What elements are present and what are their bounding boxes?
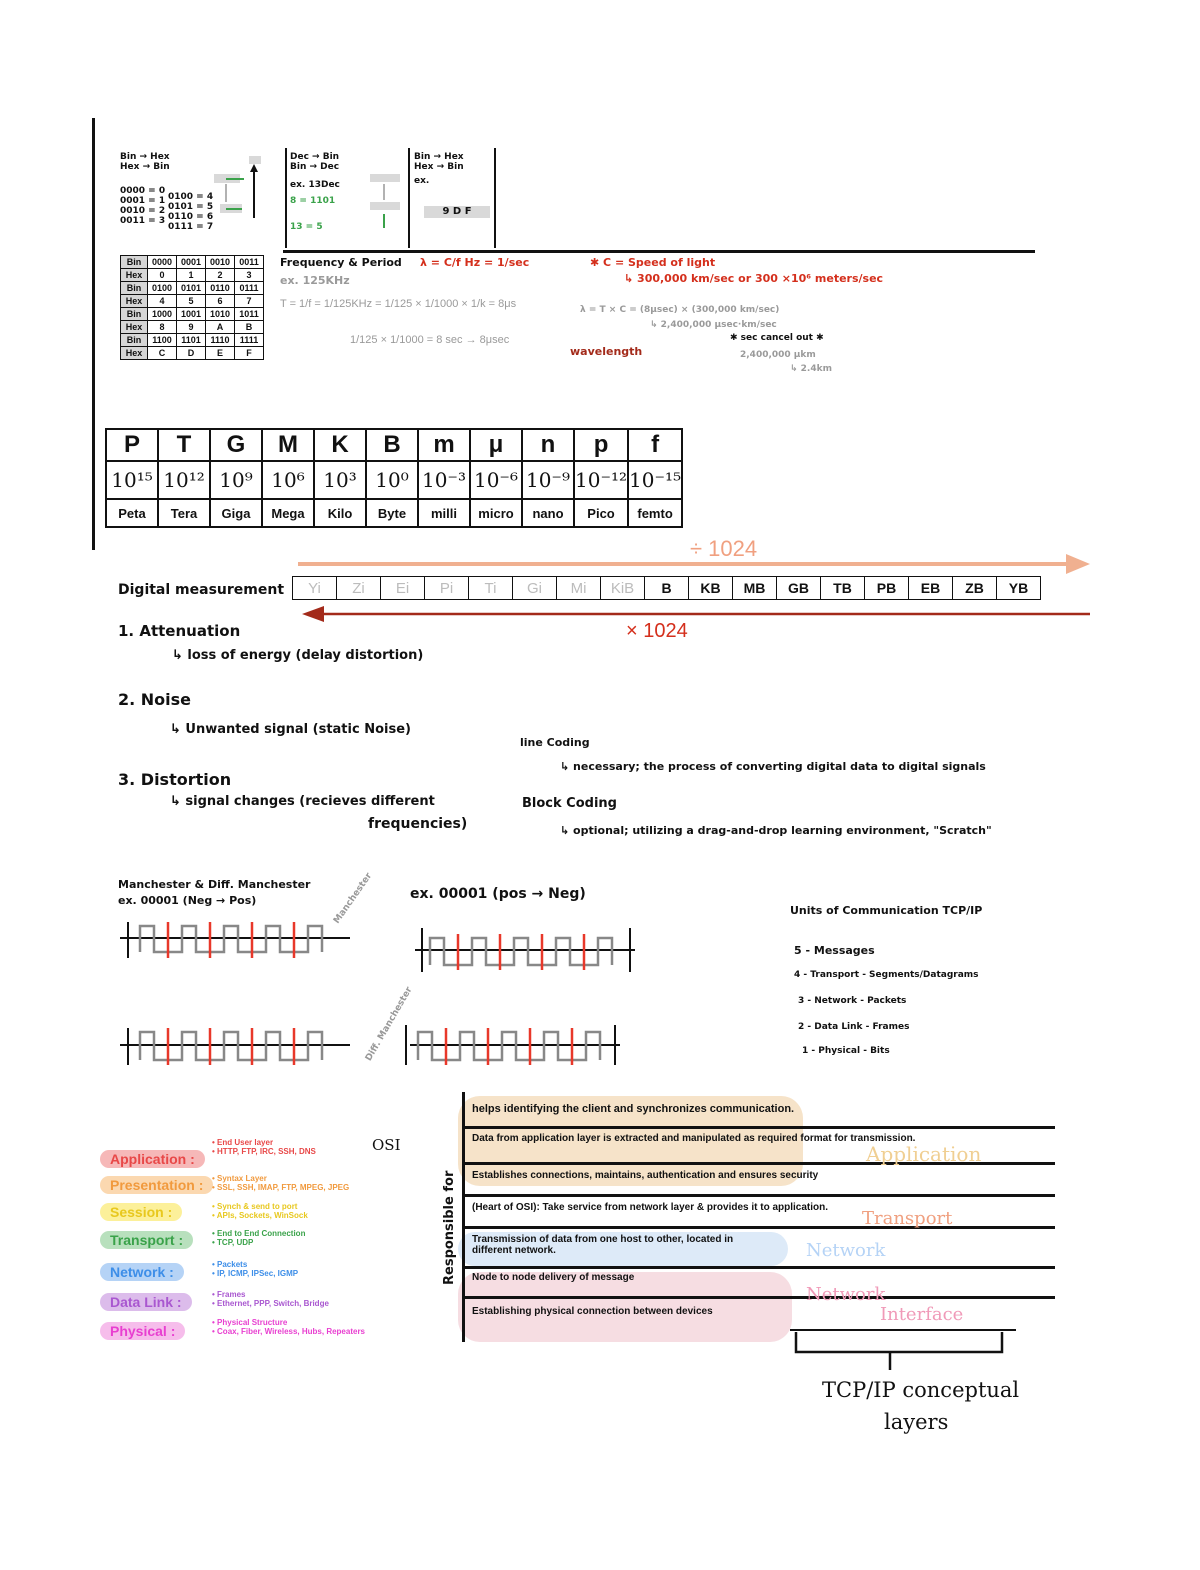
divider <box>494 148 496 248</box>
network-layer-label: Network <box>806 1240 886 1261</box>
application-layer-label: Application <box>866 1142 982 1166</box>
osi-note: • HTTP, FTP, IRC, SSH, DNS <box>212 1147 316 1156</box>
prefix-name: Byte <box>366 499 418 527</box>
line-coding-title: line Coding <box>520 736 590 749</box>
osi-note: • Physical Structure <box>212 1318 288 1327</box>
multiply-1024: × 1024 <box>626 620 688 642</box>
hex-cell: 0011 <box>235 256 264 269</box>
hex-cell: A <box>206 321 235 334</box>
digital-unit: Yi <box>293 577 337 600</box>
conv-hex-result: 9 D F <box>424 206 490 218</box>
prefix-symbol: K <box>314 429 366 461</box>
osi-note: • End to End Connection <box>212 1229 306 1238</box>
conv-row: 0110 = 6 <box>168 212 214 222</box>
hex-cell: F <box>235 347 264 360</box>
hex-cell: 1111 <box>235 334 264 347</box>
frequency-formula: T = 1/f = 1/125KHz = 1/125 × 1/1000 × 1/k = 8μs <box>280 298 517 310</box>
prefix-power: 10⁻⁶ <box>470 461 522 499</box>
tcpip-rule <box>462 1296 1055 1299</box>
tcpip-caption: layers <box>884 1410 949 1434</box>
conv-example: ex. <box>414 176 430 186</box>
prefix-symbol: T <box>158 429 210 461</box>
prefix-symbol: P <box>106 429 158 461</box>
osi-title: OSI <box>372 1136 401 1154</box>
bin-hex-table <box>120 255 264 360</box>
prefix-power: 10⁻¹⁵ <box>628 461 682 499</box>
digital-unit: Ti <box>469 577 513 600</box>
hex-cell: 0111 <box>235 282 264 295</box>
hex-cell: 5 <box>177 295 206 308</box>
hex-row-head: Hex <box>121 295 148 308</box>
tcpip-rule <box>462 1226 1055 1229</box>
digital-unit: GB <box>777 577 821 600</box>
frequency-example: ex. 125KHz <box>280 274 350 287</box>
prefix-power: 10⁶ <box>262 461 314 499</box>
digital-unit: Zi <box>337 577 381 600</box>
conv-label: Dec → Bin <box>290 152 340 162</box>
diff-manchester-tag: Diff. Manchester <box>364 985 415 1063</box>
hex-cell: 3 <box>235 269 264 282</box>
hex-row-head: Hex <box>121 347 148 360</box>
prefix-symbol: G <box>210 429 262 461</box>
hex-row-head: Bin <box>121 308 148 321</box>
hex-row-head: Bin <box>121 282 148 295</box>
hex-cell: 8 <box>148 321 177 334</box>
tcpip-row: Transmission of data from one host to other, located in different network. <box>472 1234 734 1256</box>
prefix-power: 10³ <box>314 461 366 499</box>
network-interface-label: Network <box>806 1284 886 1305</box>
tcpip-rule <box>462 1266 1055 1269</box>
impairment-title: 2. Noise <box>118 690 192 709</box>
digital-unit: YB <box>997 577 1041 600</box>
conversion-arrows <box>206 154 286 228</box>
prefix-symbol: p <box>574 429 628 461</box>
speed-formula: λ = C/f Hz = 1/sec <box>420 256 530 269</box>
osi-layer-data-link: Data Link : <box>100 1293 192 1311</box>
hex-row-head: Bin <box>121 256 148 269</box>
impairment-title: 1. Attenuation <box>118 622 241 640</box>
hex-cell: 0 <box>148 269 177 282</box>
tcpip-row: Establishes connections, maintains, authentication and ensures security <box>472 1170 819 1181</box>
lambda-calc: λ = T × C = (8μsec) × (300,000 km/sec) <box>580 305 780 315</box>
hex-cell: 9 <box>177 321 206 334</box>
hex-cell: 0100 <box>148 282 177 295</box>
divider <box>408 148 410 248</box>
impairment-desc: ↳ Unwanted signal (static Noise) <box>170 722 411 737</box>
unit-item: 5 - Messages <box>794 944 875 957</box>
prefix-name: nano <box>522 499 574 527</box>
conv-row: 0000 = 0 <box>120 186 166 196</box>
conv-row: 0011 = 3 <box>120 216 166 226</box>
conv-row: 0101 = 5 <box>168 202 214 212</box>
hex-row-head: Hex <box>121 321 148 334</box>
wavelength-label: wavelength <box>570 345 643 358</box>
prefix-name: femto <box>628 499 682 527</box>
conv-row: 0100 = 4 <box>168 192 214 202</box>
digital-unit: KiB <box>601 577 645 600</box>
tcpip-row: (Heart of OSI): Take service from network layer & provides it to application. <box>472 1202 829 1213</box>
prefix-name: micro <box>470 499 522 527</box>
prefix-name: milli <box>418 499 470 527</box>
manchester-tag: Manchester <box>332 871 375 926</box>
metric-prefix-table <box>105 428 683 528</box>
speed-value: ↳ 300,000 km/sec or 300 ×10⁶ meters/sec <box>624 272 884 285</box>
hex-cell: 0001 <box>177 256 206 269</box>
transport-layer-label: Transport <box>862 1208 953 1229</box>
digital-unit: Pi <box>425 577 469 600</box>
digital-unit: Ei <box>381 577 425 600</box>
impairment-title: 3. Distortion <box>118 770 232 789</box>
hex-cell: 1100 <box>148 334 177 347</box>
digital-unit: EB <box>909 577 953 600</box>
tcpip-row: Node to node delivery of message <box>472 1272 635 1283</box>
impairment-desc: ↳ signal changes (recieves different <box>170 794 435 809</box>
digital-unit: KB <box>689 577 733 600</box>
impairment-desc: frequencies) <box>368 816 468 832</box>
conv-example: 13 = 5 <box>290 222 323 232</box>
digital-unit: Gi <box>513 577 557 600</box>
hex-cell: D <box>177 347 206 360</box>
prefix-name: Peta <box>106 499 158 527</box>
hex-cell: 0000 <box>148 256 177 269</box>
tcpip-rule <box>462 1194 1055 1197</box>
hex-cell: 0101 <box>177 282 206 295</box>
digital-unit: ZB <box>953 577 997 600</box>
prefix-symbol: B <box>366 429 418 461</box>
prefix-power: 10¹⁵ <box>106 461 158 499</box>
hex-cell: B <box>235 321 264 334</box>
interface-layer-label: Interface <box>880 1304 964 1325</box>
osi-layer-presentation: Presentation : <box>100 1176 213 1194</box>
block-coding-desc: ↳ optional; utilizing a drag-and-drop learning environment, "Scratch" <box>560 824 992 837</box>
line-coding-desc: ↳ necessary; the process of converting digital data to digital signals <box>560 760 986 773</box>
prefix-name: Tera <box>158 499 210 527</box>
osi-layer-network: Network : <box>100 1263 184 1281</box>
digital-unit: TB <box>821 577 865 600</box>
prefix-power: 10⁹ <box>210 461 262 499</box>
tcpip-bracket <box>790 1326 1020 1372</box>
tcpip-row: helps identifying the client and synchronizes communication. <box>472 1103 795 1115</box>
conversion-notes <box>118 148 498 248</box>
hex-cell: 1 <box>177 269 206 282</box>
osi-note: • APIs, Sockets, WinSock <box>212 1211 308 1220</box>
prefix-symbol: f <box>628 429 682 461</box>
manchester-waveforms <box>110 910 650 1070</box>
osi-layer-application: Application : <box>100 1150 205 1168</box>
hex-cell: 1010 <box>206 308 235 321</box>
hex-cell: 1001 <box>177 308 206 321</box>
conv-label: Hex → Bin <box>120 162 170 172</box>
digital-unit: PB <box>865 577 909 600</box>
conv-row: 0001 = 1 <box>120 196 166 206</box>
hex-row-head: Bin <box>121 334 148 347</box>
hex-row-head: Hex <box>121 269 148 282</box>
osi-note: • Frames <box>212 1290 246 1299</box>
prefix-symbol: m <box>418 429 470 461</box>
prefix-power: 10⁰ <box>366 461 418 499</box>
prefix-symbol: n <box>522 429 574 461</box>
divide-1024: ÷ 1024 <box>690 536 758 561</box>
hex-cell: E <box>206 347 235 360</box>
conv-row: 0111 = 7 <box>168 222 214 232</box>
hex-cell: 0110 <box>206 282 235 295</box>
unit-item: 1 - Physical - Bits <box>802 1046 890 1056</box>
block-coding-title: Block Coding <box>522 796 617 811</box>
impairment-desc: ↳ loss of energy (delay distortion) <box>172 648 424 663</box>
prefix-symbol: M <box>262 429 314 461</box>
conv-example: 8 = 1101 <box>290 196 336 206</box>
conv-label: Bin → Hex <box>120 152 170 162</box>
unit-item: 4 - Transport - Segments/Datagrams <box>794 970 979 980</box>
digital-label: Digital measurement <box>118 582 285 598</box>
digital-unit: B <box>645 577 689 600</box>
prefix-name: Giga <box>210 499 262 527</box>
hex-cell: C <box>148 347 177 360</box>
tcpip-axis <box>462 1092 465 1342</box>
osi-layer-session: Session : <box>100 1203 182 1221</box>
hex-cell: 1101 <box>177 334 206 347</box>
osi-note: • Syntax Layer <box>212 1174 267 1183</box>
conv-row: 0010 = 2 <box>120 206 166 216</box>
unit-item: 3 - Network - Packets <box>798 996 907 1006</box>
prefix-symbol: μ <box>470 429 522 461</box>
tcpip-rule <box>462 1126 1055 1129</box>
hex-cell: 1011 <box>235 308 264 321</box>
osi-layer-physical: Physical : <box>100 1322 185 1340</box>
responsible-for-label: Responsible for <box>442 1170 457 1285</box>
hex-cell: 2 <box>206 269 235 282</box>
prefix-power: 10⁻³ <box>418 461 470 499</box>
digital-units-table <box>292 576 1041 600</box>
digital-unit: MB <box>733 577 777 600</box>
digital-unit: Mi <box>557 577 601 600</box>
frequency-result: 1/125 × 1/1000 = 8 sec → 8μsec <box>350 334 510 346</box>
prefix-power: 10¹² <box>158 461 210 499</box>
unit-item: 2 - Data Link - Frames <box>798 1022 910 1032</box>
hex-cell: 1110 <box>206 334 235 347</box>
osi-note: • IP, ICMP, IPSec, IGMP <box>212 1269 299 1278</box>
conv-label: Bin → Hex <box>414 152 464 162</box>
conv-label: Bin → Dec <box>290 162 340 172</box>
cancel-note: ✱ sec cancel out ✱ <box>730 333 824 343</box>
osi-note: • SSL, SSH, IMAP, FTP, MPEG, JPEG <box>212 1183 350 1192</box>
hex-cell: 0010 <box>206 256 235 269</box>
osi-note: • Packets <box>212 1260 248 1269</box>
osi-note: • Coax, Fiber, Wireless, Hubs, Repeaters <box>212 1327 366 1336</box>
prefix-name: Mega <box>262 499 314 527</box>
lambda-calc2: ↳ 2,400,000 μsec·km/sec <box>650 320 777 330</box>
conv-label: Hex → Bin <box>414 162 464 172</box>
osi-note: • TCP, UDP <box>212 1238 254 1247</box>
lambda-result: 2,400,000 μkm <box>740 350 816 360</box>
tcpip-caption: TCP/IP conceptual <box>822 1378 1020 1402</box>
hex-cell: 6 <box>206 295 235 308</box>
frequency-title: Frequency & Period <box>280 256 402 269</box>
hex-cell: 4 <box>148 295 177 308</box>
dec-bin-arrows <box>366 168 406 238</box>
hex-cell: 1000 <box>148 308 177 321</box>
lambda-final: ↳ 2.4km <box>790 364 832 374</box>
margin-line <box>92 118 95 550</box>
tcpip-row: Data from application layer is extracted and manipulated as required format for transmission. <box>472 1133 916 1144</box>
speed-of-light: ✱ C = Speed of light <box>590 256 716 269</box>
tcpip-row: Establishing physical connection between devices <box>472 1306 713 1317</box>
prefix-name: Pico <box>574 499 628 527</box>
prefix-power: 10⁻¹² <box>574 461 628 499</box>
osi-note: • Synch & send to port <box>212 1202 298 1211</box>
osi-layer-transport: Transport : <box>100 1231 193 1249</box>
manchester-title: Manchester & Diff. Manchester <box>118 878 311 891</box>
osi-note: • Ethernet, PPP, Switch, Bridge <box>212 1299 329 1308</box>
prefix-name: Kilo <box>314 499 366 527</box>
osi-note: • End User layer <box>212 1138 274 1147</box>
prefix-power: 10⁻⁹ <box>522 461 574 499</box>
hex-cell: 7 <box>235 295 264 308</box>
conv-example: ex. 13Dec <box>290 180 340 190</box>
manchester-example: ex. 00001 (Neg → Pos) <box>118 894 257 907</box>
manchester-example: ex. 00001 (pos → Neg) <box>410 886 586 902</box>
section-rule <box>283 250 1035 253</box>
units-title: Units of Communication TCP/IP <box>790 904 983 917</box>
